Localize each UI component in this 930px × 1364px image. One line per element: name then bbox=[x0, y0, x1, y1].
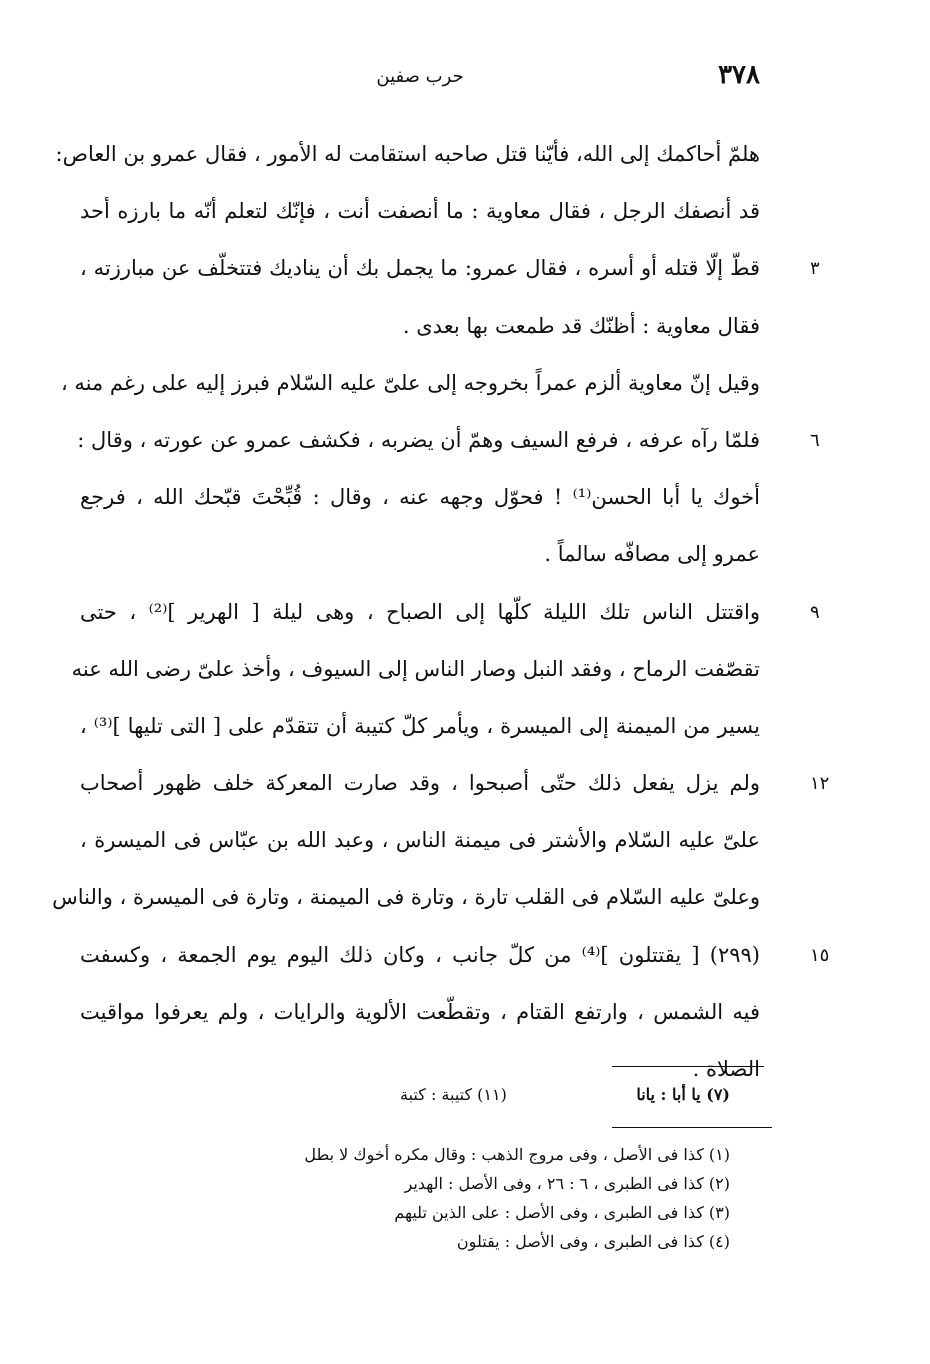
line-text: وعلىّ عليه السّلام فى القلب تارة ، وتارة فى الميمنة ، وتارة فى الميسرة ، والناس bbox=[52, 885, 760, 910]
line-text: (٢٩٩) [ يقتتلون ]⁽⁴⁾ من كلّ جانب ، وكان ذلك اليوم يوم الجمعة ، وكسفت bbox=[80, 942, 760, 967]
variant-readings bbox=[400, 1080, 730, 1110]
text-line bbox=[80, 984, 760, 1041]
line-number: ٦ bbox=[810, 429, 820, 451]
line-text: أخوك يا أبا الحسن⁽¹⁾ ! فحوّل وجهه عنه ، وقال : قُبِّحْتَ قبّحك الله ، فرجع bbox=[80, 485, 760, 510]
line-text: عمرو إلى مصافّه سالماً . bbox=[544, 542, 760, 567]
text-line bbox=[77, 412, 820, 469]
text-line bbox=[80, 812, 760, 869]
footnote: (١) كذا فى الأصل ، وفى مروج الذهب : وقال مكره أخوك لا بطل bbox=[304, 1145, 730, 1164]
footnote-separator bbox=[612, 1066, 764, 1067]
text-line bbox=[80, 183, 760, 240]
footnote-separator bbox=[612, 1127, 772, 1128]
line-text: هلمّ أحاكمك إلى الله، فأيّنا قتل صاحبه استقامت له الأمور ، فقال عمرو بن العاص: bbox=[55, 142, 760, 166]
text-line bbox=[80, 927, 830, 984]
line-text: فلمّا رآه عرفه ، فرفع السيف وهمّ أن يضربه ، فكشف عمرو عن عورته ، وقال : bbox=[77, 427, 760, 452]
line-number: ١٥ bbox=[810, 944, 830, 966]
line-text: الصلاة . bbox=[692, 1057, 760, 1081]
line-text: تقصّفت الرماح ، وفقد النبل وصار الناس إلى السيوف ، وأخذ علىّ رضى الله عنه bbox=[71, 656, 760, 681]
line-number: ١٢ bbox=[810, 773, 830, 795]
main-text bbox=[52, 126, 830, 1098]
variant-note: (٧) يا أبا : يانا bbox=[636, 1085, 730, 1104]
text-line bbox=[55, 126, 760, 183]
text-line bbox=[71, 641, 760, 698]
line-text: فقال معاوية : أظنّك قد طمعت بها بعدى . bbox=[402, 313, 760, 338]
line-text: وقيل إنّ معاوية ألزم عمراً بخروجه إلى علىّ عليه السّلام فبرز إليه على رغم منه ، bbox=[60, 370, 760, 395]
variant-note: (١١) كتيبة : كتبة bbox=[400, 1085, 507, 1104]
line-text: يسير من الميمنة إلى الميسرة ، ويأمر كلّ كتيبة أن تتقدّم على [ التى تليها ]⁽³⁾ ، bbox=[80, 713, 760, 738]
footnote: (٣) كذا فى الطبرى ، وفى الأصل : على الذين تليهم bbox=[394, 1203, 730, 1222]
line-text: علىّ عليه السّلام والأشتر فى ميمنة الناس ، وعبد الله بن عبّاس فى الميسرة ، bbox=[80, 828, 760, 853]
text-line bbox=[80, 698, 760, 755]
text-line bbox=[80, 584, 820, 641]
page-header bbox=[80, 60, 760, 100]
line-text: ولم يزل يفعل ذلك حتّى أصبحوا ، وقد صارت المعركة خلف ظهور أصحاب bbox=[80, 771, 760, 796]
text-line bbox=[52, 869, 760, 926]
text-line bbox=[80, 755, 830, 812]
line-text: قد أنصفك الرجل ، فقال معاوية : ما أنصفت أنت ، فإنّك لتعلم أنّه ما بارزه أحد bbox=[80, 199, 760, 224]
text-line bbox=[80, 526, 760, 583]
text-line bbox=[80, 469, 760, 526]
line-text: فيه الشمس ، وارتفع القتام ، وتقطّعت الألوية والرايات ، ولم يعرفوا مواقيت bbox=[80, 999, 760, 1024]
text-line bbox=[60, 355, 760, 412]
text-line bbox=[80, 240, 820, 297]
line-text: قطّ إلّا قتله أو أسره ، فقال عمرو: ما يجمل بك أن يناديك فتتخلّف عن مبارزته ، bbox=[80, 256, 760, 281]
page-number: ٣٧٨ bbox=[718, 60, 760, 90]
line-text: واقتتل الناس تلك الليلة كلّها إلى الصباح ، وهى ليلة [ الهرير ]⁽²⁾ ، حتى bbox=[80, 599, 761, 624]
footnote: (٤) كذا فى الطبرى ، وفى الأصل : يقتلون bbox=[456, 1232, 730, 1251]
line-number: ٩ bbox=[810, 601, 820, 623]
text-line bbox=[80, 298, 760, 355]
running-title: حرب صفين bbox=[376, 66, 464, 87]
line-number: ٣ bbox=[810, 258, 820, 280]
footnote: (٢) كذا فى الطبرى ، ٦ : ٢٦ ، وفى الأصل : الهدير bbox=[404, 1174, 730, 1193]
footnotes bbox=[200, 1140, 730, 1256]
